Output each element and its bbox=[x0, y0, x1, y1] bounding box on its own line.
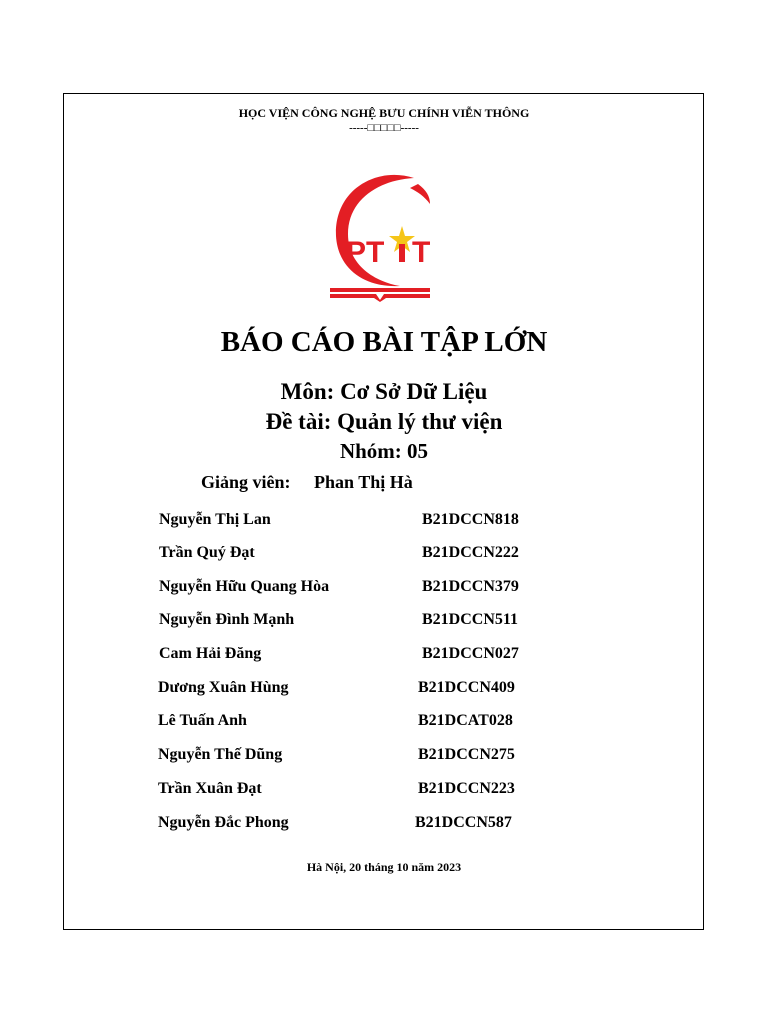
member-id: B21DCAT028 bbox=[418, 712, 513, 729]
institution-name: HỌC VIỆN CÔNG NGHỆ BƯU CHÍNH VIỄN THÔNG bbox=[238, 106, 530, 120]
member-id: B21DCCN511 bbox=[422, 611, 519, 628]
member-name: Cam Hải Đăng bbox=[159, 645, 262, 662]
member-name: Nguyễn Hữu Quang Hòa bbox=[159, 578, 330, 595]
member-id: B21DCCN275 bbox=[418, 746, 515, 763]
member-id: B21DCCN222 bbox=[422, 544, 519, 561]
subject-line: Môn: Cơ Sở Dữ Liệu bbox=[280, 379, 488, 404]
header-divider: -----□□□□□----- bbox=[349, 122, 419, 134]
member-id: B21DCCN223 bbox=[418, 780, 515, 797]
place-date: Hà Nội, 20 tháng 10 năm 2023 bbox=[306, 860, 462, 874]
member-id: B21DCCN379 bbox=[422, 578, 519, 595]
member-name: Lê Tuấn Anh bbox=[158, 712, 247, 729]
member-name: Nguyễn Đắc Phong bbox=[158, 814, 289, 831]
group-line: Nhóm: 05 bbox=[339, 439, 429, 463]
topic-line: Đề tài: Quản lý thư viện bbox=[265, 409, 503, 434]
member-name: Trần Xuân Đạt bbox=[158, 780, 262, 797]
member-name: Dương Xuân Hùng bbox=[158, 679, 289, 696]
svg-text:T: T bbox=[412, 236, 431, 269]
member-name: Nguyễn Đình Mạnh bbox=[159, 611, 295, 628]
member-id: B21DCCN587 bbox=[415, 814, 512, 831]
svg-text:PT: PT bbox=[346, 236, 385, 269]
member-name: Trần Quý Đạt bbox=[159, 544, 255, 561]
member-id: B21DCCN409 bbox=[418, 679, 515, 696]
member-id: B21DCCN818 bbox=[422, 511, 519, 528]
lecturer-name: Phan Thị Hà bbox=[314, 472, 413, 492]
member-id: B21DCCN027 bbox=[422, 645, 519, 662]
report-title: BÁO CÁO BÀI TẬP LỚN bbox=[220, 326, 548, 358]
lecturer-label: Giảng viên: bbox=[201, 472, 291, 492]
member-name: Nguyễn Thế Dũng bbox=[158, 746, 283, 763]
member-name: Nguyễn Thị Lan bbox=[159, 511, 271, 528]
ptit-logo-icon bbox=[326, 170, 434, 302]
